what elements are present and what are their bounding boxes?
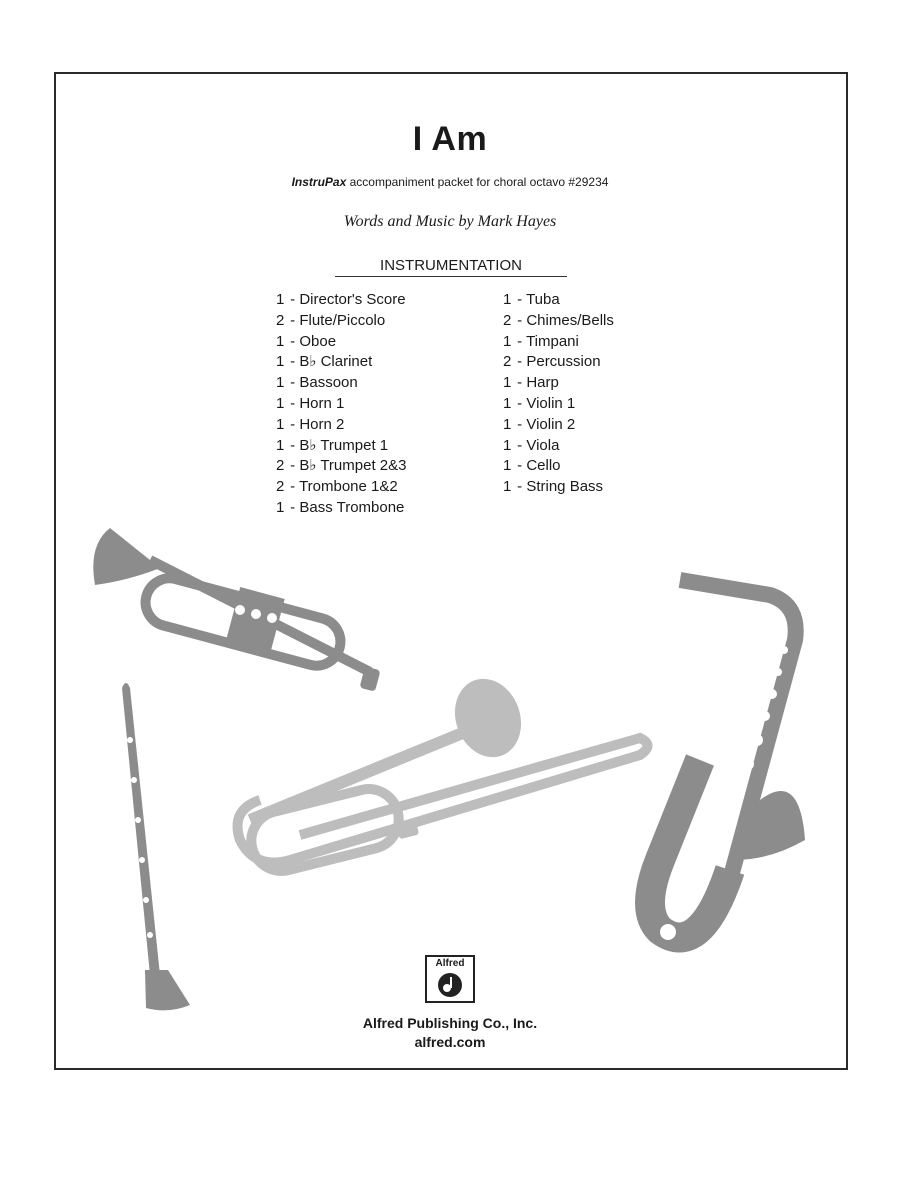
instrument-name: Timpani <box>526 332 579 350</box>
instrument-quantity: 1 <box>276 353 285 371</box>
instrument-name: Director's Score <box>299 291 406 308</box>
instrument-name: String Bass <box>526 478 604 496</box>
instrument-list-item: 1 - Harp <box>503 373 614 394</box>
instrument-name: Horn 2 <box>299 415 345 433</box>
instrument-name: B♭ Clarinet <box>299 353 373 371</box>
composer-credit: Words and Music by Mark Hayes <box>343 213 557 230</box>
instrument-list-item: 1 - Horn 1 <box>276 394 406 415</box>
instrument-list-item: 1 - Director's Score <box>276 290 406 311</box>
instrument-quantity: 1 <box>503 291 512 308</box>
instrument-list-item: 2 - Chimes/Bells <box>503 311 614 332</box>
instrument-name: Horn 1 <box>299 394 345 412</box>
instrument-list-item: 1 - Bassoon <box>276 373 406 394</box>
instrument-quantity: 2 <box>276 478 285 496</box>
instrument-name: Harp <box>526 374 559 392</box>
instrument-quantity: 1 <box>276 394 285 412</box>
instrument-list-item: 1 - Viola <box>503 436 614 457</box>
instrument-quantity: 1 <box>503 374 512 392</box>
instrument-quantity: 1 <box>276 374 285 392</box>
alfred-logo-text: Alfred <box>435 958 465 969</box>
instrument-quantity: 1 <box>276 291 285 308</box>
page-title: I Am <box>412 120 488 158</box>
instrument-list-item: 1 - Violin 1 <box>503 394 614 415</box>
instrument-name: Tuba <box>526 291 560 308</box>
instrument-list-item: 2 - B♭ Trumpet 2&3 <box>276 456 406 477</box>
instrument-quantity: 1 <box>276 332 285 350</box>
instrument-list-item: 2 - Trombone 1&2 <box>276 477 406 498</box>
instrument-list-item: 1 - Horn 2 <box>276 415 406 436</box>
alfred-logo <box>425 955 475 1003</box>
publisher-name: Alfred Publishing Co., Inc. <box>362 1015 538 1031</box>
instrument-quantity: 1 <box>503 457 512 475</box>
instrument-quantity: 1 <box>276 436 285 454</box>
instrument-quantity: 1 <box>503 394 512 412</box>
instrument-list-item: 1 - Violin 2 <box>503 415 614 436</box>
instrument-quantity: 1 <box>503 478 512 496</box>
saxophone-illustration <box>650 580 805 940</box>
instrument-quantity: 2 <box>276 311 285 329</box>
instrument-list-item: 2 - Flute/Piccolo <box>276 311 406 332</box>
instrument-quantity: 1 <box>503 332 512 350</box>
instrument-name: Viola <box>526 436 560 454</box>
instrument-quantity: 1 <box>276 498 285 516</box>
instrument-name: Violin 2 <box>526 415 576 433</box>
instrument-quantity: 2 <box>503 353 512 371</box>
instrument-list-item: 1 - Oboe <box>276 332 406 353</box>
instrument-name: Trombone 1&2 <box>299 478 398 496</box>
instrument-name: B♭ Trumpet 1 <box>299 436 389 454</box>
instrument-list-item: 1 - Cello <box>503 456 614 477</box>
instrument-name: Bass Trombone <box>299 498 405 516</box>
instrument-quantity: 1 <box>503 436 512 454</box>
instrument-name: Cello <box>526 457 561 475</box>
instrument-name: Bassoon <box>299 374 358 392</box>
publisher-website: alfred.com <box>414 1034 486 1050</box>
instrument-list-item: 1 - Timpani <box>503 332 614 353</box>
instrument-name: Violin 1 <box>526 394 576 412</box>
instrument-list-item: 1 - String Bass <box>503 477 614 498</box>
instrument-quantity: 1 <box>276 415 285 433</box>
instrument-name: Percussion <box>526 353 601 371</box>
instrument-quantity: 1 <box>503 415 512 433</box>
instrument-list-item: 1 - B♭ Trumpet 1 <box>276 436 406 457</box>
instrument-list-item: 1 - B♭ Clarinet <box>276 352 406 373</box>
instrument-name: Oboe <box>299 332 337 350</box>
instrument-quantity: 2 <box>276 457 285 475</box>
music-note-icon <box>436 971 464 999</box>
instrument-name: Chimes/Bells <box>526 311 614 329</box>
instrument-list-item: 2 - Percussion <box>503 352 614 373</box>
instrument-list-item: 1 - Tuba <box>503 290 614 311</box>
instrument-name: Flute/Piccolo <box>299 311 386 329</box>
instrument-name: B♭ Trumpet 2&3 <box>299 457 407 475</box>
clarinet-illustration <box>122 683 190 1010</box>
subtitle-brand: InstruPax <box>291 175 347 189</box>
instrument-list-item: 1 - Bass Trombone <box>276 498 406 519</box>
instrumentation-heading: INSTRUMENTATION <box>335 257 567 277</box>
subtitle-text: accompaniment packet for choral octavo #29234 <box>349 175 609 189</box>
trumpet-illustration <box>93 528 380 692</box>
trombone-illustration <box>238 669 648 877</box>
instrument-quantity: 2 <box>503 311 512 329</box>
